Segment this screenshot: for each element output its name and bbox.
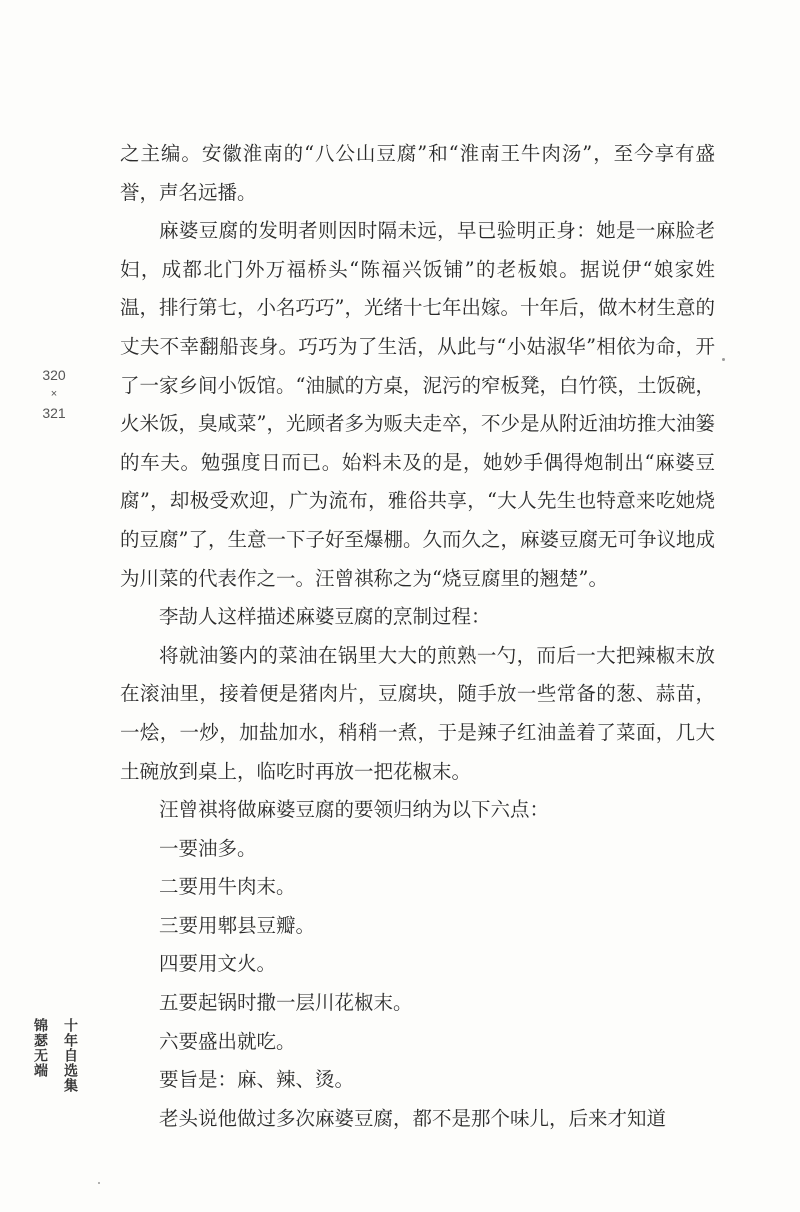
book-title-line-2: 十年自选集 — [62, 1018, 78, 1093]
page-number-separator: × — [50, 388, 58, 400]
body-text — [120, 135, 715, 1138]
list-item-1: 一要油多。 — [159, 836, 257, 860]
scan-speck — [98, 1182, 100, 1184]
list-item-3: 三要用郫县豆瓣。 — [159, 913, 316, 937]
paragraph-3: 李劼人这样描述麻婆豆腐的烹制过程： — [159, 605, 491, 629]
paragraph-1: 之主编。安徽淮南的“八公山豆腐”和“淮南王牛肉汤”，至今享有盛誉，声名远播。 — [120, 142, 715, 204]
scan-speck — [722, 358, 725, 361]
paragraph-5: 汪曾祺将做麻婆豆腐的要领归纳为以下六点： — [159, 798, 550, 822]
page-number-right: 321 — [42, 405, 66, 421]
book-title-line-1: 锦瑟无端 — [32, 1018, 48, 1078]
list-item-2: 二要用牛肉末。 — [159, 875, 296, 899]
book-title-vertical — [30, 1018, 80, 1093]
paragraph-2: 麻婆豆腐的发明者则因时隔未远，早已验明正身：她是一麻脸老妇，成都北门外万福桥头“陈福兴饭铺”的老板娘。据说伊“娘家姓温，排行第七，小名巧巧”，光绪十七年出嫁。十年后，做木材生意的丈夫不幸翻船丧身。巧巧为了生活，从此与“小姑淑华”相依为命，开了一家乡间小饭馆。“油腻的方桌，泥污的窄板凳，白竹筷，土饭碗，火米饭，臭咸菜”，光顾者多为贩夫走卒，不少是从附近油坊推大油篓的车夫。勉强度日而已。始料未及的是，她妙手偶得炮制出“麻婆豆腐”，却极受欢迎，广为流布，雅俗共享，“大人先生也特意来吃她烧的豆腐”了，生意一下子好至爆棚。久而久之，麻婆豆腐无可争议地成为川菜的代表作之一。汪曾祺称之为“烧豆腐里的翘楚”。 — [120, 219, 715, 590]
page-number-left: 320 — [42, 367, 66, 383]
list-item-4: 四要用文火。 — [159, 952, 277, 976]
paragraph-summary: 要旨是：麻、辣、烫。 — [159, 1068, 355, 1092]
paragraph-4: 将就油篓内的菜油在锅里大大的煎熟一勺，而后一大把辣椒末放在滚油里，接着便是猪肉片，豆腐块，随手放一些常备的葱、蒜苗，一烩，一炒，加盐加水，稍稍一煮，于是辣子红油盖着了菜面，几大土碗放到桌上，临吃时再放一把花椒末。 — [120, 643, 715, 783]
list-item-5: 五要起锅时撒一层川花椒末。 — [159, 991, 413, 1015]
paragraph-last: 老头说他做过多次麻婆豆腐，都不是那个味儿，后来才知道 — [159, 1106, 667, 1130]
list-item-6: 六要盛出就吃。 — [159, 1029, 296, 1053]
page-numbers — [36, 366, 72, 423]
